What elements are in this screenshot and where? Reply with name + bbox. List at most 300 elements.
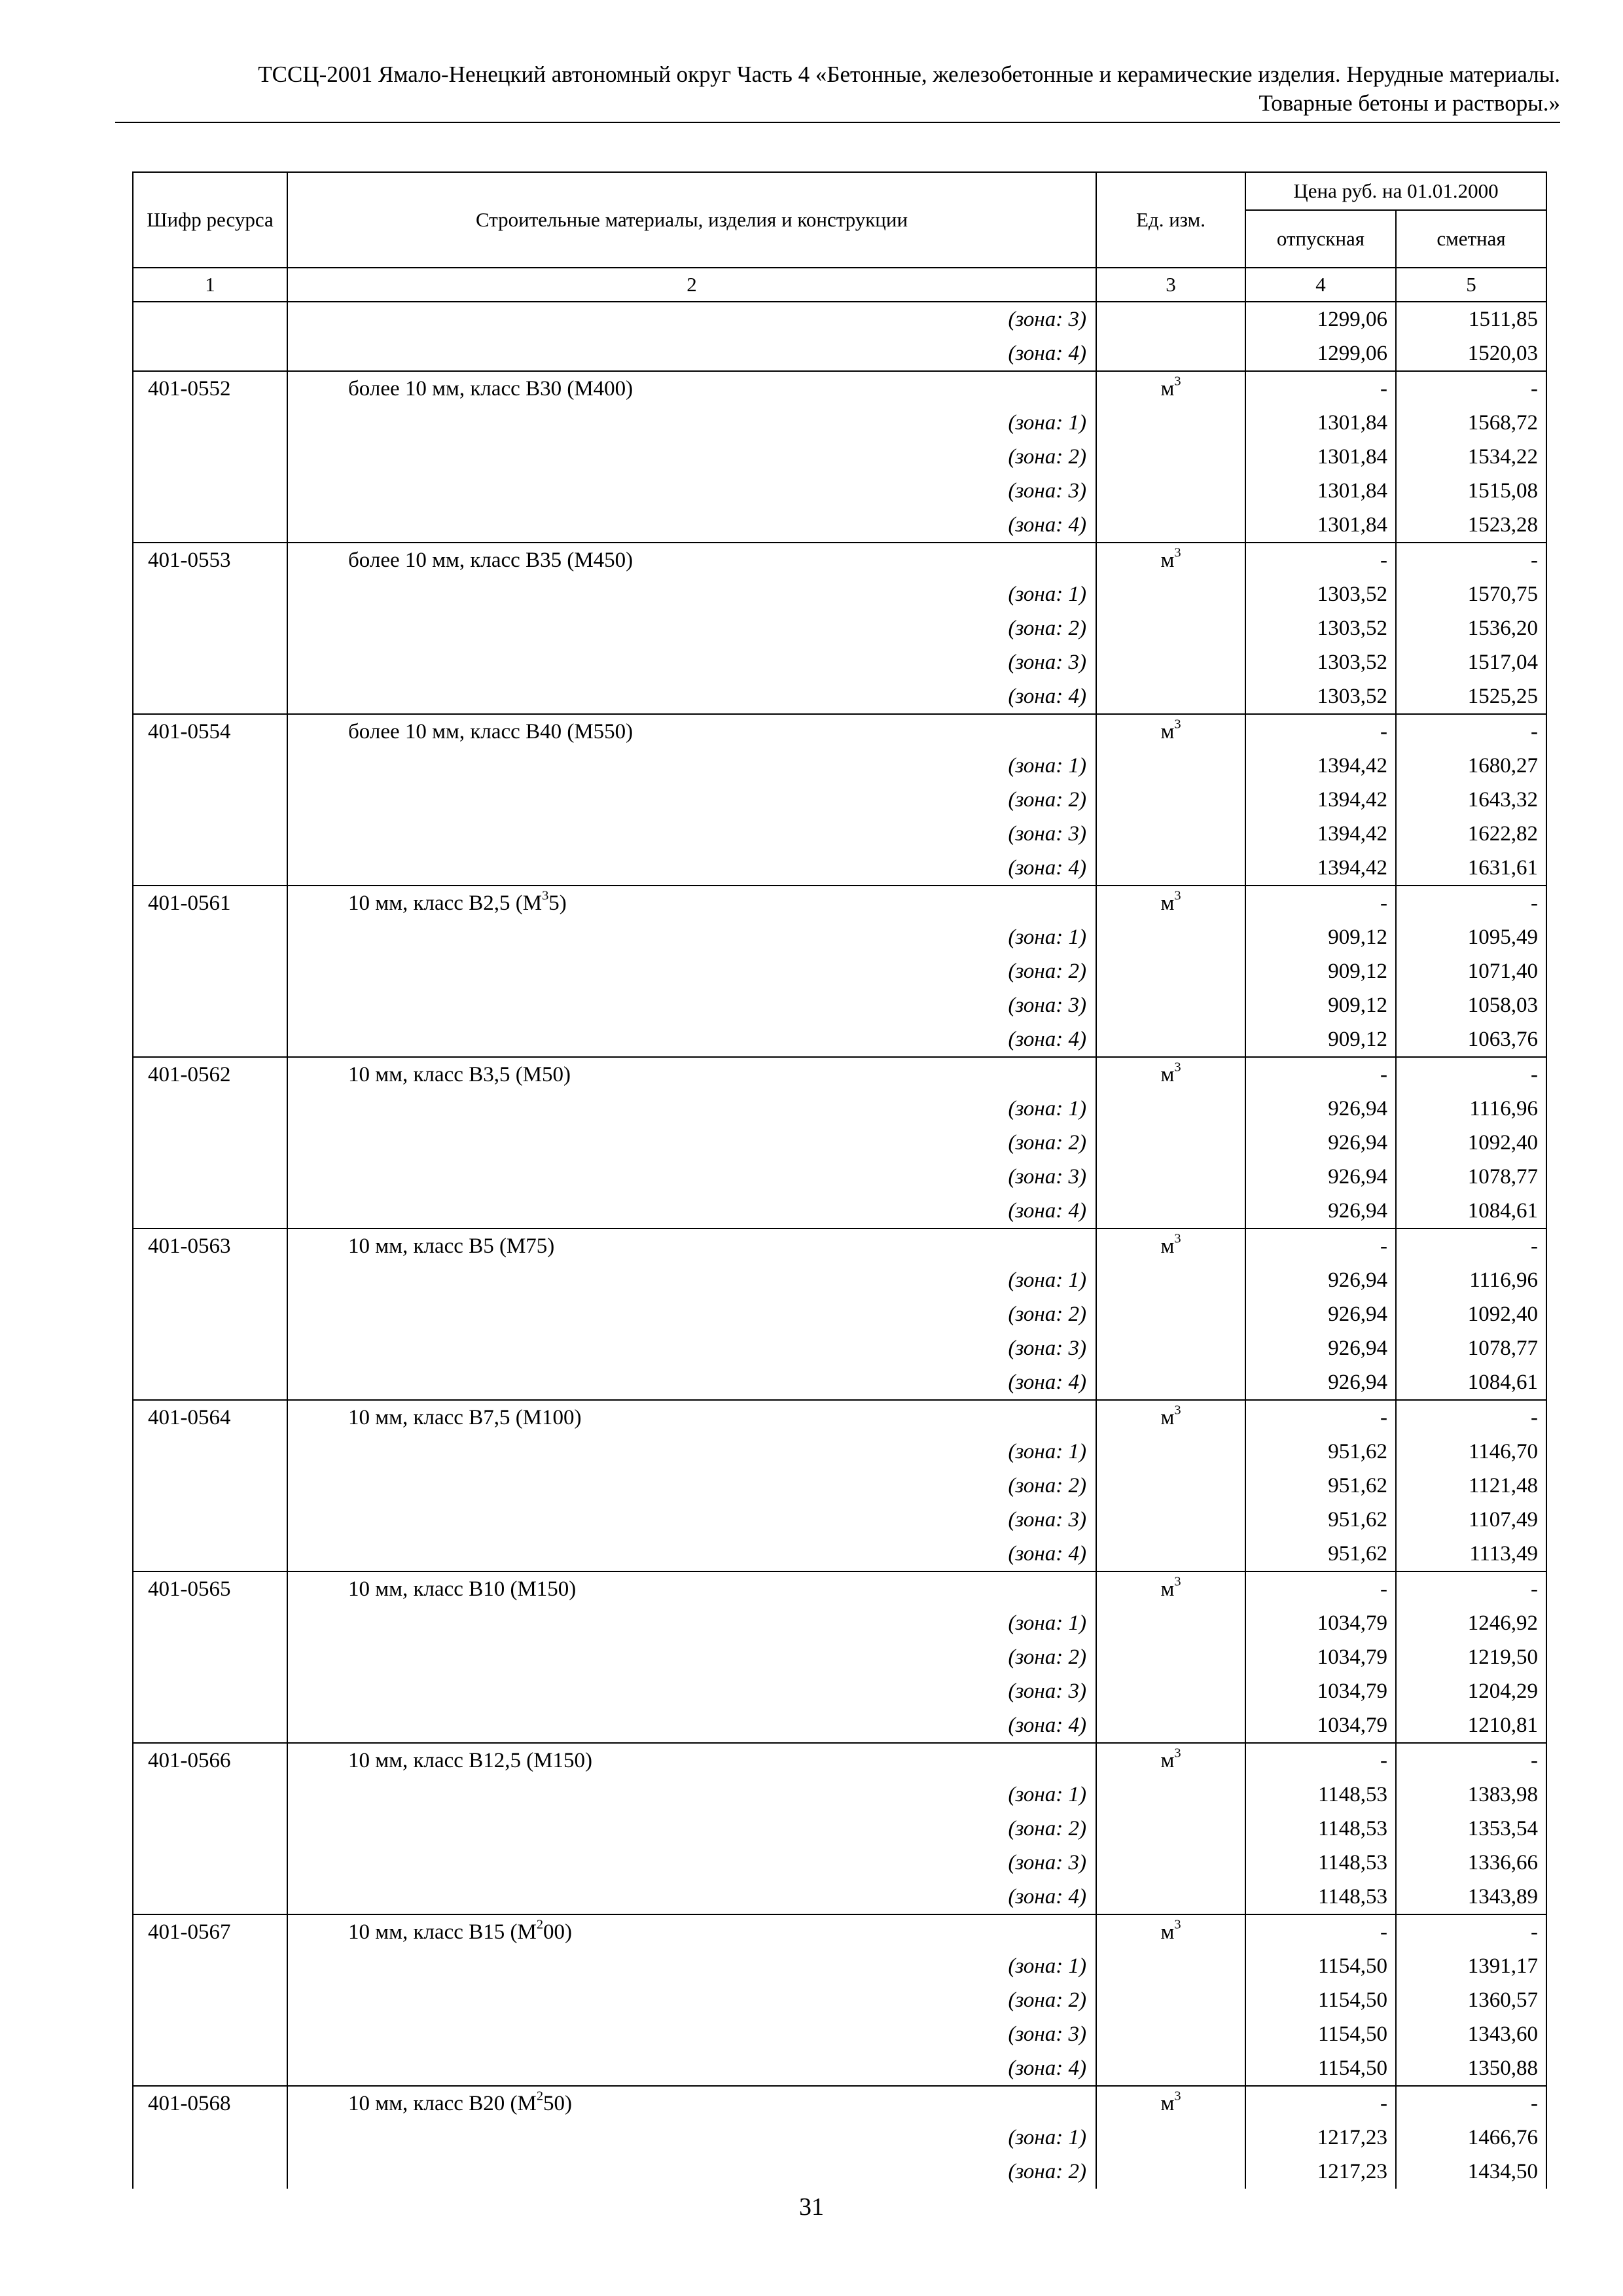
zone-row (133, 988, 1546, 1022)
release-price: 1303,52 (1245, 611, 1396, 645)
release-price: - (1245, 1743, 1396, 1778)
estimate-price: 1121,48 (1396, 1469, 1546, 1503)
unit-cell (1096, 508, 1245, 543)
zone-label: (зона: 3) (287, 988, 1096, 1022)
resource-code-cell (133, 1126, 287, 1160)
release-price: 1148,53 (1245, 1880, 1396, 1914)
estimate-price: - (1396, 1571, 1546, 1606)
estimate-price: 1434,50 (1396, 2155, 1546, 2189)
unit-of-measure (1096, 2086, 1245, 2121)
estimate-price: - (1396, 543, 1546, 577)
zone-label: (зона: 4) (287, 1365, 1096, 1400)
estimate-price: 1116,96 (1396, 1263, 1546, 1297)
table-row (133, 886, 1546, 920)
release-price: 1217,23 (1245, 2121, 1396, 2155)
unit-base: м (1160, 1749, 1175, 1772)
material-name-superscript: 2 (536, 1917, 544, 1932)
zone-label: (зона: 2) (287, 1640, 1096, 1674)
zone-row (133, 1846, 1546, 1880)
zone-row (133, 1606, 1546, 1640)
table-row (133, 1571, 1546, 1606)
table-row (133, 1743, 1546, 1778)
zone-row (133, 440, 1546, 474)
unit-exponent: 3 (1174, 1574, 1181, 1589)
estimate-price: - (1396, 1743, 1546, 1778)
resource-code-cell (133, 988, 287, 1022)
release-price: 1148,53 (1245, 1846, 1396, 1880)
unit-exponent: 3 (1174, 1231, 1181, 1246)
resource-code: 401-0561 (133, 886, 287, 920)
page-header (115, 60, 1560, 118)
resource-code-cell (133, 851, 287, 886)
unit-base: м (1160, 377, 1175, 401)
unit-cell (1096, 1331, 1245, 1365)
unit-base: м (1160, 548, 1175, 572)
release-price: - (1245, 1571, 1396, 1606)
zone-row (133, 1983, 1546, 2017)
zone-label: (зона: 1) (287, 406, 1096, 440)
release-price: 1154,50 (1245, 2051, 1396, 2086)
resource-code-cell (133, 645, 287, 679)
unit-cell (1096, 1880, 1245, 1914)
zone-label: (зона: 1) (287, 1778, 1096, 1812)
unit-cell (1096, 1435, 1245, 1469)
resource-code-cell (133, 920, 287, 954)
unit-cell (1096, 1674, 1245, 1708)
estimate-price: 1063,76 (1396, 1022, 1546, 1057)
release-price: 909,12 (1245, 1022, 1396, 1057)
release-price: 1034,79 (1245, 1674, 1396, 1708)
zone-label: (зона: 3) (287, 817, 1096, 851)
zone-label: (зона: 3) (287, 1160, 1096, 1194)
release-price: 1303,52 (1245, 577, 1396, 611)
estimate-price: 1219,50 (1396, 1640, 1546, 1674)
table-row (133, 1914, 1546, 1949)
resource-code: 401-0553 (133, 543, 287, 577)
resource-code-cell (133, 1365, 287, 1400)
release-price: 926,94 (1245, 1331, 1396, 1365)
zone-row (133, 2051, 1546, 2086)
release-price: - (1245, 1400, 1396, 1435)
release-price: 1303,52 (1245, 645, 1396, 679)
unit-base: м (1160, 720, 1175, 744)
table-body (133, 302, 1546, 2189)
estimate-price: 1343,89 (1396, 1880, 1546, 1914)
estimate-price: 1084,61 (1396, 1194, 1546, 1229)
estimate-price: 1350,88 (1396, 2051, 1546, 2086)
unit-of-measure (1096, 371, 1245, 406)
unit-base: м (1160, 891, 1175, 915)
resource-code-cell (133, 440, 287, 474)
release-price: 951,62 (1245, 1469, 1396, 1503)
header-code: Шифр ресурса (133, 172, 287, 268)
resource-code-cell (133, 1297, 287, 1331)
estimate-price: 1092,40 (1396, 1126, 1546, 1160)
zone-row (133, 611, 1546, 645)
material-name-superscript: 3 (542, 888, 549, 903)
zone-row (133, 1022, 1546, 1057)
table-row (133, 371, 1546, 406)
estimate-price: 1525,25 (1396, 679, 1546, 714)
material-name: 10 мм, класс В10 (М150) (287, 1571, 1096, 1606)
unit-cell (1096, 1092, 1245, 1126)
zone-label: (зона: 4) (287, 1194, 1096, 1229)
zone-label: (зона: 1) (287, 2121, 1096, 2155)
release-price: 1301,84 (1245, 474, 1396, 508)
estimate-price: 1534,22 (1396, 440, 1546, 474)
release-price: 1299,06 (1245, 336, 1396, 371)
release-price: - (1245, 886, 1396, 920)
unit-cell (1096, 1640, 1245, 1674)
unit-exponent: 3 (1174, 1403, 1181, 1418)
resource-code-cell (133, 1092, 287, 1126)
header-release-price: отпускная (1245, 210, 1396, 268)
unit-cell (1096, 2121, 1245, 2155)
zone-row (133, 1708, 1546, 1743)
material-name: 10 мм, класс В5 (М75) (287, 1229, 1096, 1263)
unit-cell (1096, 1778, 1245, 1812)
zone-row (133, 1194, 1546, 1229)
header-rule (115, 122, 1560, 123)
unit-cell (1096, 749, 1245, 783)
zone-row (133, 1640, 1546, 1674)
estimate-price: 1071,40 (1396, 954, 1546, 988)
unit-cell (1096, 783, 1245, 817)
zone-row (133, 749, 1546, 783)
unit-cell (1096, 954, 1245, 988)
unit-cell (1096, 336, 1245, 371)
release-price: 926,94 (1245, 1263, 1396, 1297)
estimate-price: 1116,96 (1396, 1092, 1546, 1126)
unit-exponent: 3 (1174, 2089, 1181, 2104)
resource-code-cell (133, 1606, 287, 1640)
unit-cell (1096, 1606, 1245, 1640)
resource-code-cell (133, 1469, 287, 1503)
unit-cell (1096, 2155, 1245, 2189)
release-price: 1394,42 (1245, 783, 1396, 817)
material-name-part: 50) (543, 2092, 573, 2115)
resource-code-cell (133, 1812, 287, 1846)
resource-code-cell (133, 2051, 287, 2086)
release-price: - (1245, 1229, 1396, 1263)
estimate-price: 1568,72 (1396, 406, 1546, 440)
header-col-number: 4 (1245, 268, 1396, 302)
zone-row (133, 1778, 1546, 1812)
estimate-price: - (1396, 886, 1546, 920)
resource-code-cell (133, 302, 287, 336)
zone-label: (зона: 4) (287, 2051, 1096, 2086)
release-price: 951,62 (1245, 1503, 1396, 1537)
material-name-part: 10 мм, класс В15 (М (348, 1920, 537, 1944)
zone-label: (зона: 1) (287, 749, 1096, 783)
material-name-part: 10 мм, класс В2,5 (М (348, 891, 543, 915)
estimate-price: 1515,08 (1396, 474, 1546, 508)
zone-row (133, 1331, 1546, 1365)
unit-cell (1096, 817, 1245, 851)
release-price: 951,62 (1245, 1537, 1396, 1571)
release-price: 1299,06 (1245, 302, 1396, 336)
zone-row (133, 783, 1546, 817)
zone-row (133, 1297, 1546, 1331)
resource-code-cell (133, 1778, 287, 1812)
resource-code-cell (133, 1708, 287, 1743)
header-unit: Ед. изм. (1096, 172, 1245, 268)
resource-code-cell (133, 406, 287, 440)
release-price: 1034,79 (1245, 1640, 1396, 1674)
resource-code-cell (133, 1537, 287, 1571)
unit-cell (1096, 611, 1245, 645)
zone-row (133, 2121, 1546, 2155)
unit-cell (1096, 1949, 1245, 1983)
estimate-price: 1511,85 (1396, 302, 1546, 336)
zone-row (133, 954, 1546, 988)
unit-cell (1096, 2051, 1245, 2086)
header-col-number: 1 (133, 268, 287, 302)
material-name (287, 886, 1096, 920)
zone-row (133, 1469, 1546, 1503)
zone-label: (зона: 2) (287, 783, 1096, 817)
unit-cell (1096, 920, 1245, 954)
resource-code-cell (133, 1435, 287, 1469)
unit-exponent: 3 (1174, 545, 1181, 560)
resource-code: 401-0567 (133, 1914, 287, 1949)
unit-cell (1096, 1812, 1245, 1846)
resource-code-cell (133, 1194, 287, 1229)
material-name: более 10 мм, класс В35 (М450) (287, 543, 1096, 577)
release-price: 926,94 (1245, 1126, 1396, 1160)
material-name (287, 1914, 1096, 1949)
zone-label: (зона: 4) (287, 336, 1096, 371)
zone-row (133, 1365, 1546, 1400)
zone-label: (зона: 3) (287, 1503, 1096, 1537)
estimate-price: 1631,61 (1396, 851, 1546, 886)
unit-cell (1096, 1708, 1245, 1743)
zone-label: (зона: 3) (287, 302, 1096, 336)
zone-row (133, 1503, 1546, 1537)
unit-of-measure (1096, 714, 1245, 749)
resource-code-cell (133, 474, 287, 508)
zone-row (133, 1126, 1546, 1160)
unit-exponent: 3 (1174, 1746, 1181, 1761)
estimate-price: 1336,66 (1396, 1846, 1546, 1880)
unit-base: м (1160, 1406, 1175, 1429)
zone-label: (зона: 3) (287, 645, 1096, 679)
material-name: 10 мм, класс В3,5 (М50) (287, 1057, 1096, 1092)
zone-label: (зона: 1) (287, 920, 1096, 954)
zone-label: (зона: 2) (287, 1297, 1096, 1331)
resource-code-cell (133, 817, 287, 851)
estimate-price: - (1396, 1057, 1546, 1092)
resource-code: 401-0568 (133, 2086, 287, 2121)
zone-label: (зона: 4) (287, 851, 1096, 886)
zone-row (133, 1435, 1546, 1469)
material-name (287, 2086, 1096, 2121)
unit-base: м (1160, 1920, 1175, 1944)
estimate-price: - (1396, 1914, 1546, 1949)
release-price: 1394,42 (1245, 851, 1396, 886)
estimate-price: 1343,60 (1396, 2017, 1546, 2051)
estimate-price: 1383,98 (1396, 1778, 1546, 1812)
unit-cell (1096, 1846, 1245, 1880)
release-price: 1148,53 (1245, 1812, 1396, 1846)
zone-label: (зона: 4) (287, 508, 1096, 543)
release-price: - (1245, 1914, 1396, 1949)
unit-cell (1096, 474, 1245, 508)
zone-label: (зона: 2) (287, 1469, 1096, 1503)
material-name-part: 10 мм, класс В20 (М (348, 2092, 537, 2115)
resource-code-cell (133, 577, 287, 611)
resource-code-cell (133, 1846, 287, 1880)
zone-row (133, 645, 1546, 679)
material-name: 10 мм, класс В12,5 (М150) (287, 1743, 1096, 1778)
table-row (133, 543, 1546, 577)
unit-base: м (1160, 1234, 1175, 1258)
unit-cell (1096, 406, 1245, 440)
unit-cell (1096, 1537, 1245, 1571)
unit-cell (1096, 851, 1245, 886)
release-price: - (1245, 1057, 1396, 1092)
unit-cell (1096, 577, 1245, 611)
zone-label: (зона: 1) (287, 1949, 1096, 1983)
estimate-price: 1391,17 (1396, 1949, 1546, 1983)
estimate-price: - (1396, 1400, 1546, 1435)
release-price: 1034,79 (1245, 1708, 1396, 1743)
release-price: 909,12 (1245, 954, 1396, 988)
unit-cell (1096, 645, 1245, 679)
zone-row (133, 1092, 1546, 1126)
resource-code: 401-0562 (133, 1057, 287, 1092)
estimate-price: 1210,81 (1396, 1708, 1546, 1743)
table-row (133, 1229, 1546, 1263)
table-row (133, 1057, 1546, 1092)
resource-code-cell (133, 1331, 287, 1365)
zone-label: (зона: 4) (287, 679, 1096, 714)
zone-label: (зона: 3) (287, 474, 1096, 508)
unit-cell (1096, 1194, 1245, 1229)
release-price: 1148,53 (1245, 1778, 1396, 1812)
estimate-price: 1092,40 (1396, 1297, 1546, 1331)
unit-exponent: 3 (1174, 374, 1181, 389)
unit-exponent: 3 (1174, 888, 1181, 903)
release-price: 1301,84 (1245, 440, 1396, 474)
zone-label: (зона: 4) (287, 1022, 1096, 1057)
table-row (133, 1400, 1546, 1435)
release-price: 926,94 (1245, 1160, 1396, 1194)
zone-row (133, 474, 1546, 508)
zone-label: (зона: 2) (287, 1126, 1096, 1160)
resource-code-cell (133, 2017, 287, 2051)
unit-of-measure (1096, 1571, 1245, 1606)
estimate-price: - (1396, 1229, 1546, 1263)
unit-cell (1096, 1297, 1245, 1331)
zone-row (133, 1263, 1546, 1297)
zone-label: (зона: 1) (287, 1092, 1096, 1126)
release-price: 926,94 (1245, 1365, 1396, 1400)
zone-label: (зона: 3) (287, 2017, 1096, 2051)
release-price: 1301,84 (1245, 508, 1396, 543)
zone-row (133, 679, 1546, 714)
table-header (133, 172, 1546, 302)
estimate-price: 1078,77 (1396, 1331, 1546, 1365)
estimate-price: 1536,20 (1396, 611, 1546, 645)
estimate-price: 1113,49 (1396, 1537, 1546, 1571)
zone-label: (зона: 4) (287, 1537, 1096, 1571)
release-price: 1034,79 (1245, 1606, 1396, 1640)
unit-cell (1096, 1503, 1245, 1537)
resource-code-cell (133, 783, 287, 817)
zone-row (133, 2017, 1546, 2051)
zone-label: (зона: 3) (287, 1331, 1096, 1365)
unit-of-measure (1096, 1743, 1245, 1778)
resource-code: 401-0565 (133, 1571, 287, 1606)
unit-base: м (1160, 2092, 1175, 2115)
zone-row (133, 577, 1546, 611)
zone-row (133, 1949, 1546, 1983)
zone-label: (зона: 2) (287, 954, 1096, 988)
unit-cell (1096, 440, 1245, 474)
resource-code-cell (133, 749, 287, 783)
resource-code: 401-0566 (133, 1743, 287, 1778)
zone-label: (зона: 2) (287, 440, 1096, 474)
release-price: 1154,50 (1245, 1983, 1396, 2017)
unit-of-measure (1096, 1057, 1245, 1092)
price-table (132, 171, 1547, 2189)
header-col-number: 3 (1096, 268, 1245, 302)
resource-code-cell (133, 1160, 287, 1194)
table-row (133, 2086, 1546, 2121)
unit-base: м (1160, 1063, 1175, 1086)
zone-label: (зона: 2) (287, 2155, 1096, 2189)
estimate-price: 1360,57 (1396, 1983, 1546, 2017)
material-name: более 10 мм, класс В30 (М400) (287, 371, 1096, 406)
resource-code-cell (133, 1983, 287, 2017)
estimate-price: 1058,03 (1396, 988, 1546, 1022)
zone-label: (зона: 3) (287, 1846, 1096, 1880)
resource-code-cell (133, 954, 287, 988)
release-price: 926,94 (1245, 1194, 1396, 1229)
unit-cell (1096, 1365, 1245, 1400)
unit-cell (1096, 1160, 1245, 1194)
estimate-price: 1204,29 (1396, 1674, 1546, 1708)
estimate-price: - (1396, 371, 1546, 406)
estimate-price: 1643,32 (1396, 783, 1546, 817)
unit-cell (1096, 1263, 1245, 1297)
unit-cell (1096, 2017, 1245, 2051)
header-estimate-price: сметная (1396, 210, 1546, 268)
zone-row (133, 817, 1546, 851)
resource-code-cell (133, 1880, 287, 1914)
zone-row (133, 2155, 1546, 2189)
estimate-price: 1078,77 (1396, 1160, 1546, 1194)
estimate-price: 1095,49 (1396, 920, 1546, 954)
header-col-number: 5 (1396, 268, 1546, 302)
estimate-price: - (1396, 714, 1546, 749)
release-price: 909,12 (1245, 988, 1396, 1022)
page-number: 31 (799, 2193, 824, 2221)
unit-of-measure (1096, 1400, 1245, 1435)
resource-code-cell (133, 1503, 287, 1537)
resource-code: 401-0564 (133, 1400, 287, 1435)
zone-label: (зона: 1) (287, 1435, 1096, 1469)
unit-exponent: 3 (1174, 1917, 1181, 1932)
estimate-price: 1517,04 (1396, 645, 1546, 679)
resource-code: 401-0554 (133, 714, 287, 749)
zone-row (133, 1160, 1546, 1194)
estimate-price: 1146,70 (1396, 1435, 1546, 1469)
release-price: - (1245, 543, 1396, 577)
release-price: - (1245, 714, 1396, 749)
resource-code-cell (133, 508, 287, 543)
